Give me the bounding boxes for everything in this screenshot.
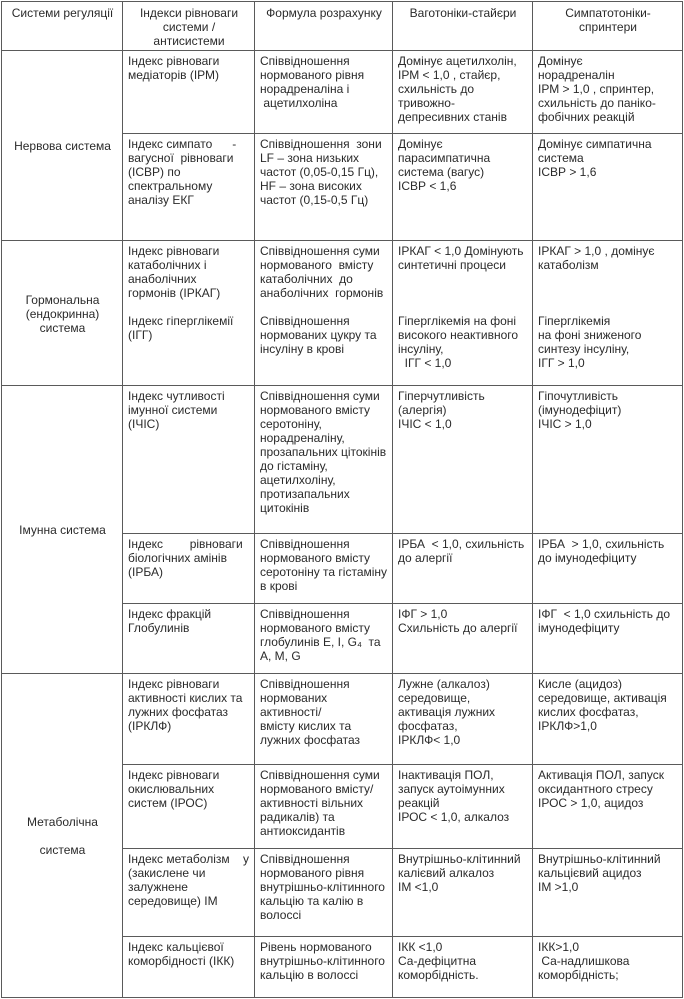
cell-text-line: волоссі	[260, 908, 302, 922]
header-indices: Індекси рівноваги системи / антисистеми	[123, 2, 255, 51]
cell-text-line: Домінує	[538, 54, 583, 68]
cell-text-line: нормованого вмісту	[260, 403, 371, 417]
cell-text-line: (ІЧІС)	[128, 417, 160, 431]
cell-text-line: Гіперглікемія	[538, 314, 611, 328]
cell-text-line: запуск аутоімунних	[398, 782, 505, 796]
cell-text-line: цитокінів	[260, 501, 310, 515]
cell-text-line: Індекс рівноваги	[128, 768, 220, 782]
sympathotonic-cell	[533, 604, 683, 674]
cell-text-line: Співвідношення	[260, 852, 350, 866]
cell-text-line: Нервова система	[14, 139, 111, 153]
cell-text-line: Співвідношення	[260, 677, 350, 691]
cell-text-line: нормованих	[260, 691, 328, 705]
cell-text-line: спектральному	[128, 179, 213, 193]
cell-text-line: на фоні зниженого	[538, 328, 642, 342]
index-cell	[123, 674, 255, 765]
cell-text-line: ІМ >1,0	[538, 880, 579, 894]
cell-text-line: Індекс кальцієвої	[128, 940, 224, 954]
cell-text-line: Домінує	[398, 137, 443, 151]
formula-cell	[255, 51, 393, 134]
cell-text-line	[398, 272, 528, 286]
cell-text-line: реакцій	[398, 796, 440, 810]
cell-text-line: ІРОС > 1,0, ацидоз	[538, 796, 644, 810]
vagotonic-cell	[393, 134, 533, 241]
cell-text-line: Внутрішньо-клітинний	[398, 852, 521, 866]
cell-text-line: ІРМ < 1,0 , стайєр,	[398, 68, 501, 82]
sympathotonic-cell	[533, 765, 683, 849]
system-cell-metabolic	[2, 674, 123, 998]
index-cell	[123, 604, 255, 674]
cell-text-line: фобічних реакцій	[538, 110, 635, 124]
system-cell-hormonal	[2, 241, 123, 386]
system-cell-immune	[2, 386, 123, 674]
cell-text-line: ІМ <1,0	[398, 880, 439, 894]
index-cell	[123, 386, 255, 534]
vagotonic-cell	[393, 604, 533, 674]
header-vagotonics: Ваготоніки-стайєри	[393, 2, 533, 51]
cell-text-line: протизапальних	[260, 487, 350, 501]
cell-text-line: ІГГ < 1,0	[398, 356, 452, 370]
cell-text-line: ІФГ > 1,0	[398, 607, 448, 621]
cell-text-line: Домінує ацетилхолін,	[398, 54, 517, 68]
cell-text-line: Співвідношення суми	[260, 244, 380, 258]
cell-text-line: інсуліну в крові	[260, 342, 345, 356]
cell-text-line: високого неактивного	[398, 328, 519, 342]
cell-text-line: активація лужних	[398, 705, 496, 719]
table-row	[2, 241, 683, 386]
cell-text-line: анаболічних гормонів	[260, 286, 384, 300]
cell-text-line: кислих фосфатаз,	[538, 705, 639, 719]
cell-text-line: ІКК <1,0	[398, 940, 443, 954]
sympathotonic-cell	[533, 534, 683, 604]
cell-text-line: парасимпатична	[398, 151, 491, 165]
cell-text-line: ІСВР < 1,6	[398, 179, 457, 193]
cell-text-line: норадреналіна і	[260, 82, 350, 96]
sympathotonic-cell	[533, 386, 683, 534]
cell-text-line: Імунна система	[19, 523, 106, 537]
cell-text-line: норадреналін	[538, 68, 615, 82]
cell-text-line: радикалів) та	[260, 810, 335, 824]
cell-text-line: норадреналіну,	[260, 431, 345, 445]
cell-text-line: ІЧІС < 1,0	[398, 417, 452, 431]
formula-cell	[255, 386, 393, 534]
cell-text-line: фосфатаз,	[398, 719, 458, 733]
vagotonic-cell	[393, 674, 533, 765]
table-row	[2, 386, 683, 534]
index-cell	[123, 134, 255, 241]
cell-text-line: лужних фосфатаз	[260, 733, 361, 747]
formula-cell	[255, 674, 393, 765]
cell-text-line: нормованих цукру та	[260, 328, 377, 342]
vagotonic-cell	[393, 765, 533, 849]
cell-text-line: внутрішньо-клітинного	[260, 954, 385, 968]
cell-text-line: Рівень нормованого	[260, 940, 372, 954]
index-cell	[123, 534, 255, 604]
cell-text-line: (закислене чи	[128, 866, 206, 880]
cell-text-line: Са-надлишкова	[538, 954, 630, 968]
cell-text-line: Кисле (ацидоз)	[538, 677, 622, 691]
cell-text-line: Співвідношення	[260, 607, 350, 621]
cell-text-line: Індекс фракцій	[128, 607, 212, 621]
cell-text-line: Індекс рівноваги	[128, 537, 243, 551]
cell-text-line: середовище) ІМ	[128, 894, 218, 908]
sympathotonic-cell	[533, 937, 683, 998]
cell-text-line: нормованого вмісту/	[260, 782, 374, 796]
cell-text-line: Гіперглікемія на фоні	[398, 314, 517, 328]
cell-text-line: A, M, G	[260, 649, 301, 663]
cell-text-line: Співвідношення суми	[260, 768, 380, 782]
cell-text-line	[538, 300, 678, 314]
cell-text-line: ІРБА < 1,0, схильність	[398, 537, 525, 551]
cell-text-line: частот (0,05-0,15 Гц),	[260, 165, 379, 179]
cell-text-line: нормованого вмісту	[260, 258, 374, 272]
cell-text-line: імунодефіциту	[538, 621, 620, 635]
cell-text-line: окислювальних	[128, 782, 215, 796]
cell-text-line: ІРКАГ < 1,0 Домінують	[398, 244, 524, 258]
cell-text-line: катаболізм	[538, 258, 599, 272]
cell-text-line	[398, 300, 528, 314]
cell-text-line: Домінує симпатична	[538, 137, 652, 151]
cell-text-line	[7, 829, 118, 843]
cell-text-line: (алергія)	[398, 403, 447, 417]
cell-text-line: система	[39, 320, 86, 335]
cell-text-line: ІРКЛФ< 1,0	[398, 733, 461, 747]
cell-text-line: до імунодефіциту	[538, 551, 637, 565]
cell-text-line: середовище,	[398, 691, 471, 705]
cell-text-line	[128, 300, 250, 314]
vagotonic-cell	[393, 51, 533, 134]
cell-text-line: ацетилхоліну,	[260, 473, 336, 487]
vagotonic-cell	[393, 386, 533, 534]
cell-text-line: Індекс рівноваги	[128, 244, 220, 258]
cell-text-line: частот (0,15-0,5 Гц)	[260, 193, 369, 207]
cell-text-line: активності вільних	[260, 796, 364, 810]
regulation-systems-table	[1, 1, 683, 998]
cell-text-line: Са-дефіцитна	[398, 954, 477, 968]
sympathotonic-cell	[533, 241, 683, 386]
formula-cell	[255, 134, 393, 241]
sympathotonic-cell	[533, 849, 683, 937]
cell-text-line: Внутрішньо-клітинний	[538, 852, 661, 866]
cell-text-line: кальцієвий ацидоз	[538, 866, 642, 880]
cell-text-line: ацетилхоліна	[260, 96, 338, 110]
cell-text-line: коморбідність;	[538, 968, 619, 982]
cell-text-line: схильність до паніко-	[538, 96, 656, 110]
cell-text-line: інсуліну,	[398, 342, 444, 356]
cell-text-line: Індекс гіперглікемії	[128, 314, 234, 328]
table-row	[2, 674, 683, 765]
cell-text-line: (ІГГ)	[128, 328, 153, 342]
cell-text-line: активності кислих та	[128, 691, 243, 705]
cell-text-line: антиоксидантів	[260, 824, 346, 838]
cell-text-line: нормованого рівня	[260, 68, 365, 82]
formula-cell	[255, 534, 393, 604]
cell-text-line: Співвідношення	[260, 314, 350, 328]
table-row	[2, 51, 683, 134]
cell-text-line: оксидантного стресу	[538, 782, 653, 796]
vagotonic-cell	[393, 849, 533, 937]
cell-text-line: депресивних станів	[398, 110, 507, 124]
cell-text-line: ІСВР > 1,6	[538, 165, 597, 179]
cell-text-line: залужнене	[128, 880, 188, 894]
cell-text-line: Гіперчутливість	[398, 389, 485, 403]
cell-text-line: синтезу інсуліну,	[538, 342, 630, 356]
cell-text-line	[260, 300, 388, 314]
cell-text-line: Співвідношення	[260, 54, 350, 68]
cell-text-line: нормованого вмісту	[260, 621, 371, 635]
cell-text-line: глобулинів E, I, G₄ та	[260, 635, 381, 649]
cell-text-line: в крові	[260, 579, 298, 593]
cell-text-line: Метаболічна	[27, 815, 98, 829]
cell-text-line: гормонів (ІРКАГ)	[128, 286, 221, 300]
vagotonic-cell	[393, 937, 533, 998]
cell-text-line: синтетичні процеси	[398, 258, 507, 272]
vagotonic-cell	[393, 241, 533, 386]
cell-text-line: серотоніну та гістаміну	[260, 565, 388, 579]
cell-text-line: до гістаміну,	[260, 459, 328, 473]
cell-text-line: нормованого рівня	[260, 866, 365, 880]
cell-text-line: ІЧІС > 1,0	[538, 417, 592, 431]
cell-text-line: (ІРКЛФ)	[128, 719, 172, 733]
cell-text-line: нормованого вмісту	[260, 551, 371, 565]
cell-text-line: Інактивація ПОЛ,	[398, 768, 494, 782]
cell-text-line: середовище, активація	[538, 691, 667, 705]
cell-text-line: ІКК>1,0	[538, 940, 580, 954]
cell-text-line: Гормональна	[25, 292, 100, 307]
formula-cell	[255, 604, 393, 674]
cell-text-line: система	[39, 843, 86, 857]
cell-text-line: система (вагус)	[398, 165, 485, 179]
cell-text-line: Індекс метаболізм у	[128, 852, 249, 866]
cell-text-line: Індекс симпато -	[128, 137, 237, 151]
cell-text-line: до алергії	[398, 551, 453, 565]
cell-text-line: коморбідності (ІКК)	[128, 954, 235, 968]
cell-text-line: тривожно-	[398, 96, 455, 110]
header-systems: Системи регуляції	[2, 2, 123, 51]
cell-text-line: (ІСВР) по	[128, 165, 181, 179]
cell-text-line: Індекс рівноваги	[128, 677, 220, 691]
cell-text-line: Глобулинів	[128, 621, 190, 635]
cell-text-line: вмісту кислих та	[260, 719, 352, 733]
cell-text-line: прозапальних цітокінів	[260, 445, 387, 459]
sympathotonic-cell	[533, 51, 683, 134]
cell-text-line: активності/	[260, 705, 322, 719]
cell-text-line	[538, 286, 678, 300]
cell-text-line: анаболічних	[128, 272, 197, 286]
cell-text-line: ІГГ > 1,0	[538, 356, 585, 370]
cell-text-line	[398, 286, 528, 300]
sympathotonic-cell	[533, 674, 683, 765]
index-cell	[123, 51, 255, 134]
formula-cell	[255, 765, 393, 849]
cell-text-line: HF – зона високих	[260, 179, 362, 193]
cell-text-line: імунної системи	[128, 403, 218, 417]
formula-cell	[255, 849, 393, 937]
cell-text-line: кальцію та калію в	[260, 894, 364, 908]
cell-text-line: лужних фосфатаз	[128, 705, 229, 719]
cell-text-line: ІРКЛФ>1,0	[538, 719, 597, 733]
cell-text-line: Індекс рівноваги	[128, 54, 220, 68]
cell-text-line: (ендокринна)	[25, 306, 100, 321]
cell-text-line: кальцію в волоссі	[260, 968, 359, 982]
system-cell-nervous	[2, 51, 123, 241]
index-cell	[123, 937, 255, 998]
cell-text-line: LF – зона низьких	[260, 151, 360, 165]
cell-text-line: Активація ПОЛ, запуск	[538, 768, 665, 782]
cell-text-line: Гіпочутливість	[538, 389, 619, 403]
cell-text-line: система	[538, 151, 584, 165]
cell-text-line: Схильність до алергії	[398, 621, 518, 635]
cell-text-line	[538, 272, 678, 286]
formula-cell	[255, 937, 393, 998]
cell-text-line: (ІРБА)	[128, 565, 163, 579]
cell-text-line: систем (ІРОС)	[128, 796, 208, 810]
cell-text-line: катаболічних і	[128, 258, 207, 272]
cell-text-line: вагусної рівноваги	[128, 151, 234, 165]
cell-text-line: ІРОС < 1,0, алкалоз	[398, 810, 510, 824]
cell-text-line: ІРБА > 1,0, схильність	[538, 537, 665, 551]
index-cell	[123, 241, 255, 386]
cell-text-line: калієвий алкалоз	[398, 866, 495, 880]
cell-text-line: Індекс чутливості	[128, 389, 225, 403]
cell-text-line: біологічних амінів	[128, 551, 227, 565]
header-formula: Формула розрахунку	[255, 2, 393, 51]
cell-text-line: ІРКАГ > 1,0 , домінує	[538, 244, 655, 258]
cell-text-line: Співвідношення	[260, 537, 350, 551]
cell-text-line: Співвідношення зони	[260, 137, 382, 151]
cell-text-line: коморбідність.	[398, 968, 479, 982]
cell-text-line: (імунодефіцит)	[538, 403, 622, 417]
index-cell	[123, 849, 255, 937]
cell-text-line: серотоніну,	[260, 417, 322, 431]
cell-text-line: аналізу ЕКГ	[128, 193, 194, 207]
cell-text-line: ІРМ > 1,0 , спринтер,	[538, 82, 655, 96]
formula-cell	[255, 241, 393, 386]
cell-text-line: ІФГ < 1,0 схильність до	[538, 607, 670, 621]
cell-text-line: медіаторів (ІРМ)	[128, 68, 220, 82]
cell-text-line: Співвідношення суми	[260, 389, 380, 403]
cell-text-line: схильність до	[398, 82, 475, 96]
cell-text-line: внутрішньо-клітинного	[260, 880, 385, 894]
index-cell	[123, 765, 255, 849]
sympathotonic-cell	[533, 134, 683, 241]
cell-text-line: катаболічних до	[260, 272, 353, 286]
vagotonic-cell	[393, 534, 533, 604]
cell-text-line: Лужне (алкалоз)	[398, 677, 490, 691]
header-row	[2, 2, 683, 51]
header-sympathotonics: Симпатотоніки-спринтери	[533, 2, 683, 51]
